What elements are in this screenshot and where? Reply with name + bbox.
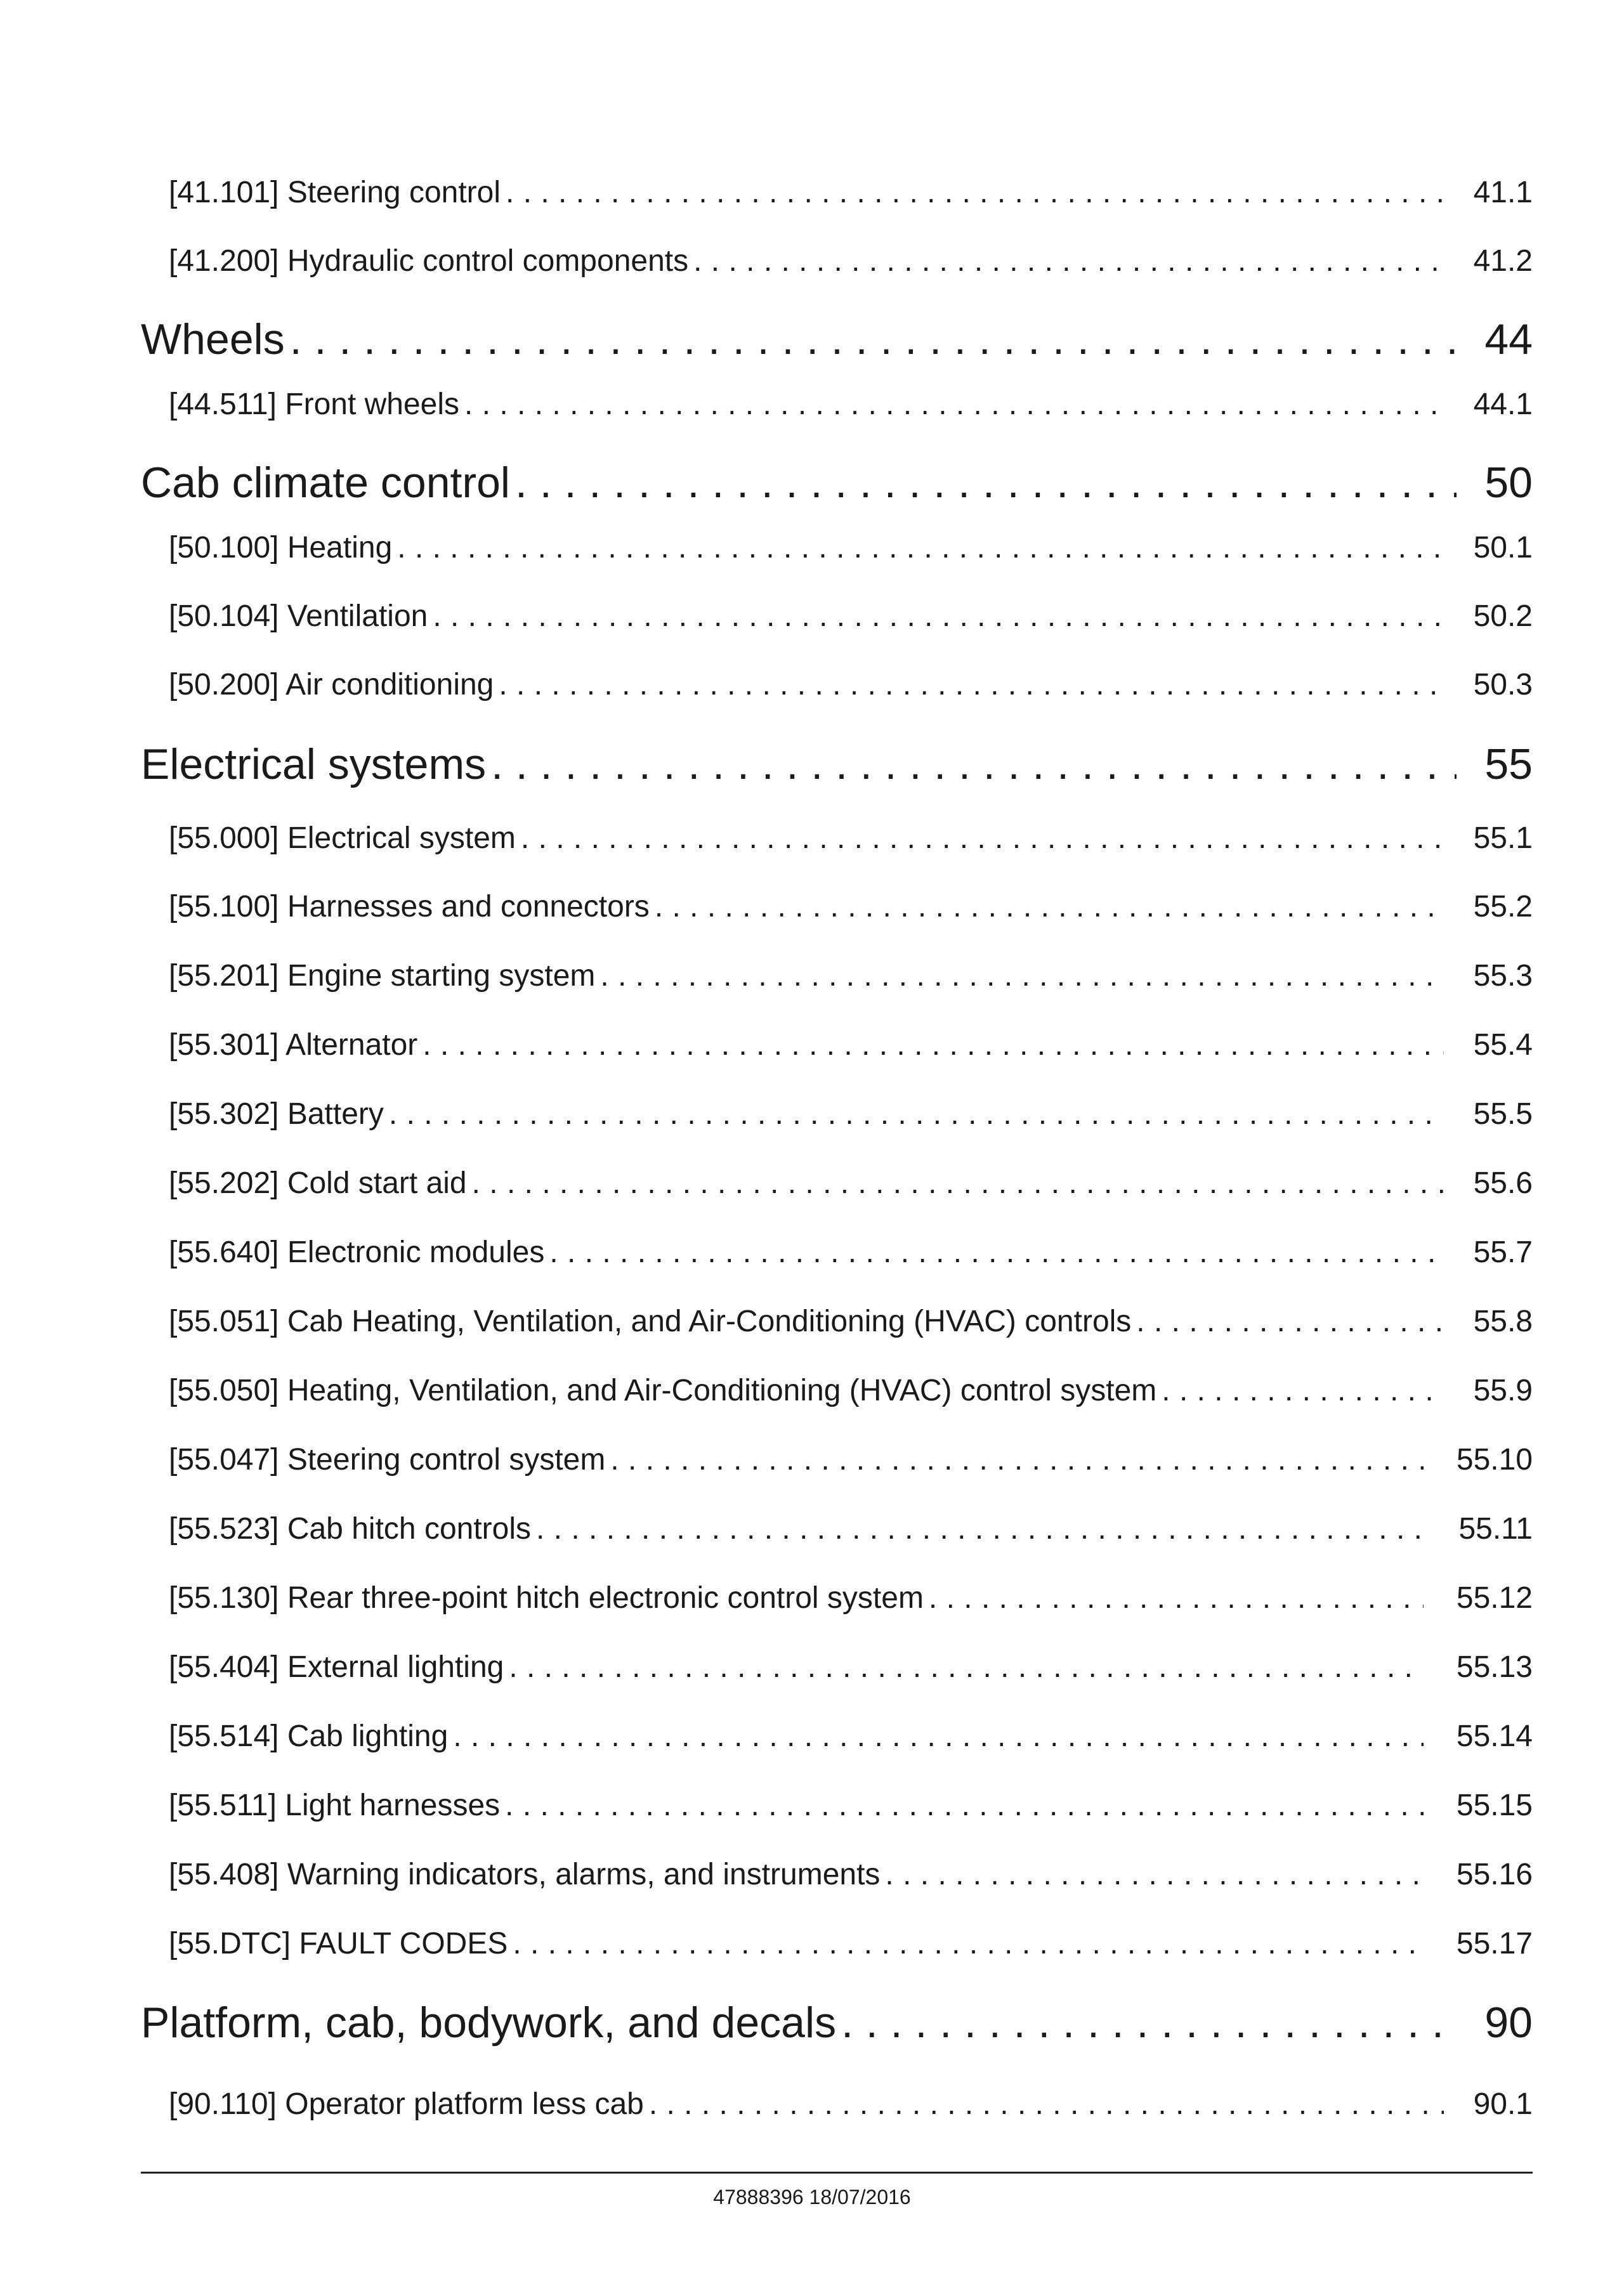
toc-entry-label: [55.302] Battery [169, 1097, 384, 1131]
dot-leader [290, 315, 1457, 364]
toc-entry[interactable] [169, 1719, 1533, 1759]
dot-leader [885, 1857, 1424, 1892]
toc-entry[interactable] [169, 667, 1533, 708]
toc-entry[interactable] [169, 1788, 1533, 1829]
toc-entry[interactable] [169, 1027, 1533, 1068]
toc-entry-label: [55.404] External lighting [169, 1650, 504, 1684]
toc-section[interactable] [141, 740, 1533, 793]
toc-section-title: Platform, cab, bodywork, and decals [141, 1999, 837, 2047]
footer-doc-id: 47888396 18/07/2016 [713, 2186, 911, 2208]
toc-entry-label: [55.DTC] FAULT CODES [169, 1927, 508, 1960]
dot-leader [513, 1926, 1424, 1961]
toc-entry-label: [55.514] Cab lighting [169, 1719, 449, 1753]
dot-leader [655, 889, 1444, 924]
dot-leader [610, 1442, 1424, 1477]
toc-entry-label: [50.104] Ventilation [169, 599, 428, 633]
toc-entry-label: [55.201] Engine starting system [169, 959, 596, 993]
dot-leader [499, 667, 1444, 702]
toc-entry-label: [55.408] Warning indicators, alarms, and instruments [169, 1858, 881, 1891]
toc-entry[interactable] [169, 244, 1533, 284]
dot-leader [453, 1719, 1424, 1754]
toc-entry[interactable] [169, 387, 1533, 427]
toc-entry[interactable] [169, 1926, 1533, 1967]
toc-entry-page: 44.1 [1473, 388, 1533, 421]
toc-entry[interactable] [169, 821, 1533, 861]
toc-entry-label: [41.200] Hydraulic control components [169, 244, 689, 278]
dot-leader [509, 1650, 1424, 1685]
toc-entry-label: [55.301] Alternator [169, 1028, 418, 1062]
toc-entry-page: 50.3 [1473, 668, 1533, 701]
toc-entry[interactable] [169, 1304, 1533, 1345]
toc-entry-page: 55.6 [1473, 1166, 1533, 1200]
dot-leader [521, 821, 1444, 856]
toc-entry[interactable] [169, 1097, 1533, 1137]
dot-leader [464, 387, 1444, 422]
toc-entry-label: [55.000] Electrical system [169, 821, 516, 855]
dot-leader [549, 1235, 1444, 1270]
toc-entry-label: [55.047] Steering control system [169, 1443, 606, 1477]
toc-entry-label: [44.511] Front wheels [169, 388, 460, 421]
toc-entry[interactable] [169, 1166, 1533, 1206]
toc-section-page: 44 [1484, 315, 1533, 363]
dot-leader [929, 1581, 1424, 1615]
toc-entry[interactable] [169, 599, 1533, 639]
dot-leader [649, 2087, 1444, 2122]
toc-entry-page: 55.12 [1456, 1581, 1533, 1615]
toc-entry-page: 55.8 [1473, 1305, 1533, 1338]
toc-entry[interactable] [169, 1650, 1533, 1690]
toc-entry-page: 55.10 [1456, 1443, 1533, 1477]
toc-entry[interactable] [169, 175, 1533, 216]
toc-entry-label: [55.051] Cab Heating, Ventilation, and Air-Conditioning (HVAC) controls [169, 1305, 1132, 1338]
toc-entry[interactable] [169, 1235, 1533, 1275]
toc-entry-page: 50.1 [1473, 531, 1533, 564]
dot-leader [389, 1097, 1444, 1132]
toc-entry[interactable] [169, 1857, 1533, 1898]
toc-section-page: 90 [1484, 1999, 1533, 2047]
toc-entry-page: 55.3 [1473, 959, 1533, 993]
toc-entry-label: [50.100] Heating [169, 531, 393, 564]
toc-entry-label: [55.523] Cab hitch controls [169, 1512, 532, 1546]
dot-leader [1162, 1373, 1444, 1408]
toc-entry-page: 55.9 [1473, 1374, 1533, 1407]
toc-section[interactable] [141, 458, 1533, 511]
dot-leader [472, 1166, 1444, 1201]
toc-entry-label: [90.110] Operator platform less cab [169, 2087, 644, 2121]
toc-entry[interactable] [169, 1511, 1533, 1552]
dot-leader [841, 1998, 1457, 2047]
dot-leader [693, 244, 1444, 278]
toc-entry[interactable] [169, 530, 1533, 571]
toc-entry-page: 55.4 [1473, 1028, 1533, 1062]
toc-entry-page: 41.1 [1473, 176, 1533, 209]
toc-entry-label: [41.101] Steering control [169, 176, 501, 209]
toc-entry[interactable] [169, 958, 1533, 999]
dot-leader [515, 458, 1457, 507]
dot-leader [1136, 1304, 1444, 1339]
toc-entry[interactable] [169, 1442, 1533, 1483]
toc-entry-label: [55.511] Light harnesses [169, 1789, 501, 1822]
dot-leader [505, 1788, 1424, 1823]
toc-section-title: Electrical systems [141, 740, 487, 788]
dot-leader [506, 175, 1444, 210]
toc-entry-label: [55.050] Heating, Ventilation, and Air-Conditioning (HVAC) control system [169, 1374, 1157, 1407]
toc-section-title: Wheels [141, 315, 285, 363]
toc-entry-page: 90.1 [1473, 2087, 1533, 2121]
toc-entry-label: [50.200] Air conditioning [169, 668, 494, 701]
toc-entry-page: 55.5 [1473, 1097, 1533, 1131]
toc-entry-page: 41.2 [1473, 244, 1533, 278]
toc-entry[interactable] [169, 1373, 1533, 1414]
toc-entry-page: 55.15 [1456, 1789, 1533, 1822]
toc-entry-page: 55.13 [1456, 1650, 1533, 1684]
toc-entry[interactable] [169, 889, 1533, 930]
toc-section-page: 50 [1484, 459, 1533, 507]
toc-section[interactable] [141, 1998, 1533, 2051]
toc-entry-page: 55.7 [1473, 1236, 1533, 1269]
dot-leader [600, 958, 1444, 993]
toc-entry[interactable] [169, 1581, 1533, 1621]
toc-entry-label: [55.202] Cold start aid [169, 1166, 467, 1200]
toc-entry-page: 55.2 [1473, 890, 1533, 923]
toc-entry[interactable] [169, 2087, 1533, 2127]
dot-leader [536, 1511, 1424, 1546]
toc-section-page: 55 [1484, 740, 1533, 788]
toc-section[interactable] [141, 315, 1533, 368]
toc-section-title: Cab climate control [141, 459, 511, 507]
toc-entry-label: [55.130] Rear three-point hitch electronic control system [169, 1581, 924, 1615]
toc-entry-page: 55.11 [1458, 1512, 1533, 1546]
toc-entry-page: 55.14 [1456, 1719, 1533, 1753]
dot-leader [422, 1027, 1444, 1062]
footer-divider [141, 2172, 1533, 2174]
toc-entry-label: [55.100] Harnesses and connectors [169, 890, 650, 923]
dot-leader [491, 740, 1457, 789]
toc-entry-page: 55.17 [1456, 1927, 1533, 1960]
toc-entry-page: 55.16 [1456, 1858, 1533, 1891]
toc-entry-label: [55.640] Electronic modules [169, 1236, 545, 1269]
dot-leader [433, 599, 1444, 634]
toc-entry-page: 50.2 [1473, 599, 1533, 633]
toc-entry-page: 55.1 [1473, 821, 1533, 855]
dot-leader [397, 530, 1444, 565]
